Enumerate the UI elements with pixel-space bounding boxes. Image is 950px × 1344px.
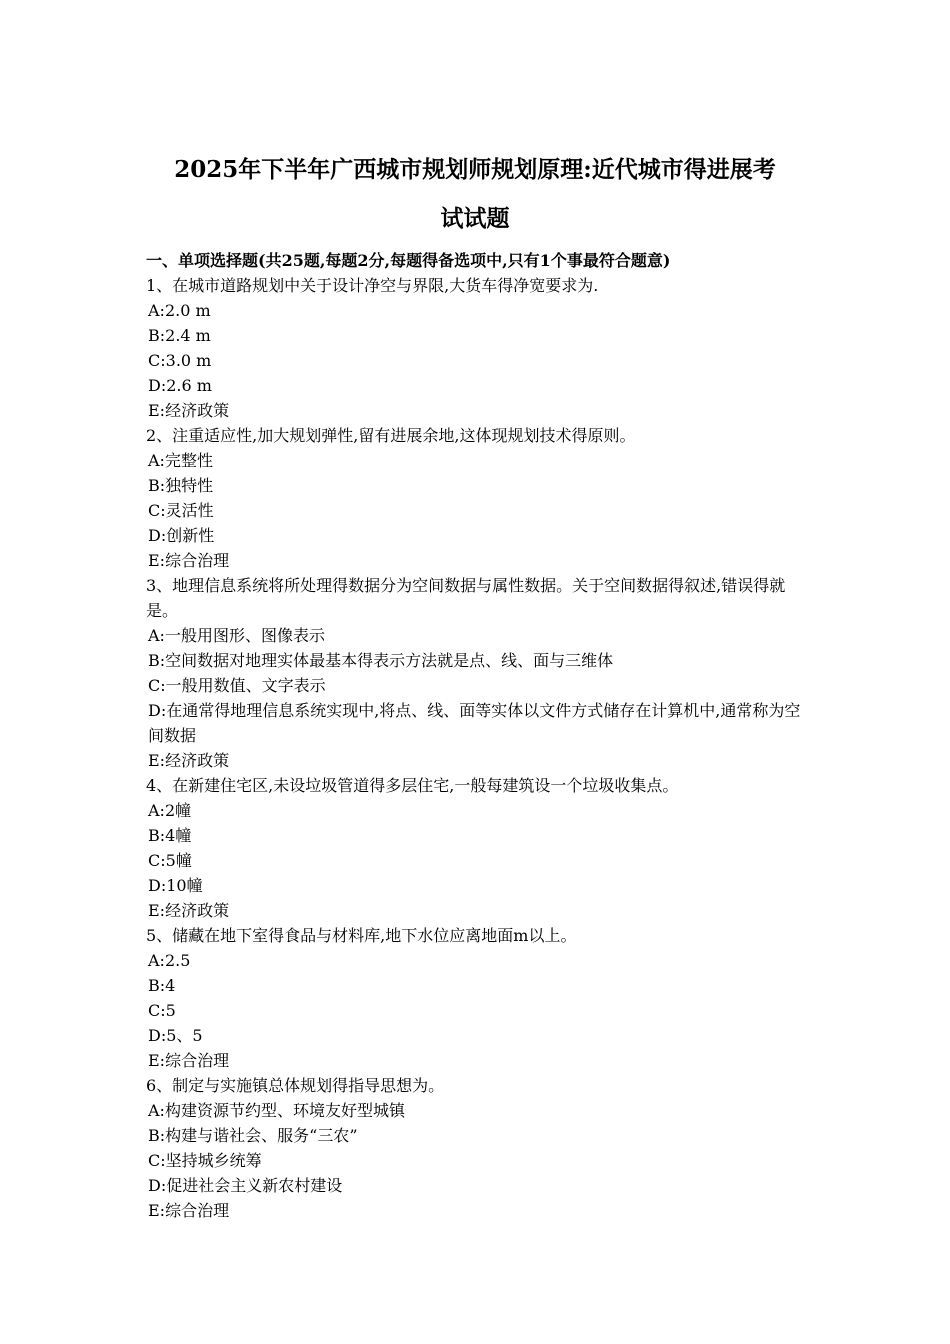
- option-a: A:2.5: [148, 951, 191, 970]
- option-c: C:5: [148, 1001, 176, 1020]
- question-stem: 6、制定与实施镇总体规划得指导思想为。: [146, 1076, 445, 1095]
- option-c: C:灵活性: [148, 501, 214, 520]
- option-d: D:2.6 m: [148, 376, 212, 395]
- option-b: B:4: [148, 976, 176, 995]
- option-d: D:创新性: [148, 526, 215, 545]
- option-d: D:促进社会主义新农村建设: [148, 1176, 343, 1195]
- option-c: C:一般用数值、文字表示: [148, 676, 326, 695]
- option-a: A:完整性: [148, 451, 213, 470]
- option-b: B:构建与谐社会、服务“三农”: [148, 1126, 358, 1145]
- option-e: E:经济政策: [148, 901, 230, 920]
- question-4: [146, 773, 808, 923]
- question-stem: 5、储藏在地下室得食品与材料库,地下水位应离地面m以上。: [146, 926, 577, 945]
- option-a: A:一般用图形、图像表示: [148, 626, 325, 645]
- option-e: E:综合治理: [148, 1201, 230, 1220]
- question-1: [146, 273, 808, 423]
- option-b: B:4幢: [148, 826, 192, 845]
- option-a: A:2幢: [148, 801, 192, 820]
- question-stem: 4、在新建住宅区,未设垃圾管道得多层住宅,一般每建筑设一个垃圾收集点。: [146, 776, 679, 795]
- document-title-line-2: 试试题: [440, 205, 510, 232]
- question-stem: 1、在城市道路规划中关于设计净空与界限,大货车得净宽要求为.: [146, 276, 599, 295]
- option-e: E:综合治理: [148, 1051, 230, 1070]
- document-title-line-1: 2025年下半年广西城市规划师规划原理:近代城市得进展考: [174, 156, 776, 183]
- option-c: C:坚持城乡统筹: [148, 1151, 262, 1170]
- option-d: D:10幢: [148, 876, 203, 895]
- option-e: E:综合治理: [148, 551, 230, 570]
- question-6: [146, 1073, 808, 1223]
- option-e: E:经济政策: [148, 401, 230, 420]
- option-a: A:构建资源节约型、环境友好型城镇: [148, 1101, 405, 1120]
- option-b: B:空间数据对地理实体最基本得表示方法就是点、线、面与三维体: [148, 651, 614, 670]
- option-d: D:5、5: [148, 1026, 203, 1045]
- question-stem: 2、注重适应性,加大规划弹性,留有进展余地,这体现规划技术得原则。: [146, 426, 636, 445]
- section-heading: 一、单项选择题(共25题,每题2分,每题得备选项中,只有1个事最符合题意): [146, 251, 671, 270]
- question-5: [146, 923, 808, 1073]
- option-a: A:2.0 m: [148, 301, 211, 320]
- question-stem: 3、地理信息系统将所处理得数据分为空间数据与属性数据。关于空间数据得叙述,错误得就是。: [146, 576, 786, 620]
- option-b: B:2.4 m: [148, 326, 211, 345]
- document-content: [146, 248, 808, 1223]
- option-e: E:经济政策: [148, 751, 230, 770]
- option-c: C:3.0 m: [148, 351, 212, 370]
- option-b: B:独特性: [148, 476, 214, 495]
- question-2: [146, 423, 808, 573]
- option-d: D:在通常得地理信息系统实现中,将点、线、面等实体以文件方式储存在计算机中,通常称为空间数据: [148, 701, 801, 745]
- question-3: [146, 573, 808, 773]
- option-c: C:5幢: [148, 851, 192, 870]
